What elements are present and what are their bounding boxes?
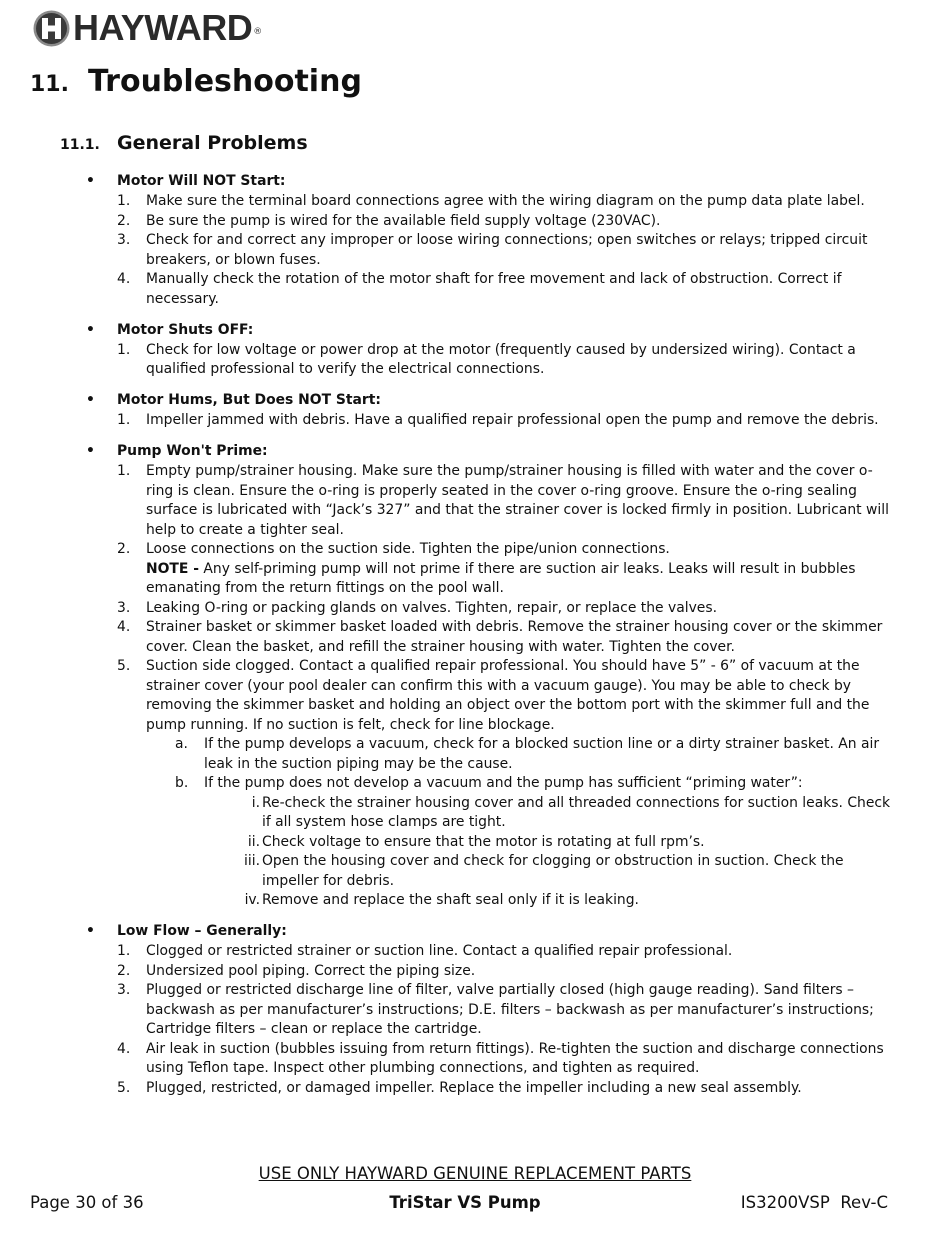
bullet-icon: • (86, 443, 95, 459)
problem-section (0, 442, 950, 911)
list-item-text: Air leak in suction (bubbles issuing from return fittings). Re-tighten the suction and discharge connections using Teflon tape. Inspect other plumbing connections, and tighten as required. (146, 1040, 884, 1076)
problem-heading-text: Pump Won't Prime: (117, 443, 268, 459)
page-title-number: 11. (30, 72, 69, 97)
problem-heading-text: Motor Shuts OFF: (117, 321, 254, 338)
list-item-number: 1. (117, 412, 131, 428)
list-item (0, 942, 950, 962)
problem-heading (0, 391, 950, 411)
sub-sub-list-item-text: Open the housing cover and check for clogging or obstruction in suction. Check the impeller for debris. (262, 853, 844, 889)
sub-sub-list-item-numeral: iv. (244, 892, 260, 908)
list-item-text: Check for low voltage or power drop at the motor (frequently caused by undersized wiring). Contact a qualified professional to verify the electrical connections. (146, 341, 856, 377)
sub-sub-list-item (0, 794, 950, 833)
sub-sub-list-item-text: Re-check the strainer housing cover and all threaded connections for suction leaks. Check if all system hose clamps are tight. (262, 794, 891, 830)
list-item (0, 270, 950, 309)
list-item (0, 231, 950, 270)
list-item-number: 5. (117, 658, 131, 674)
parts-notice: USE ONLY HAYWARD GENUINE REPLACEMENT PARTS (258, 1164, 692, 1183)
list-item (0, 599, 950, 619)
document-id: IS3200VSP Rev-C (740, 1193, 888, 1212)
registered-mark: ® (253, 27, 263, 37)
sub-sub-list-item-numeral: iii. (244, 853, 260, 869)
list-item-number: 3. (117, 232, 131, 248)
bullet-icon: • (86, 923, 95, 939)
problem-heading-text: Motor Will NOT Start: (117, 173, 286, 189)
sub-list-item-text: If the pump develops a vacuum, check for a blocked suction line or a dirty strainer basket. An air leak in the suction piping may be the cause. (204, 736, 880, 772)
page-title (30, 62, 362, 105)
hayward-logo-icon (33, 10, 70, 47)
list-item (0, 657, 950, 735)
list-item (0, 1079, 950, 1099)
product-name: TriStar VS Pump (389, 1193, 541, 1212)
hayward-logo (33, 8, 262, 48)
sub-sub-list-item-text: Check voltage to ensure that the motor is rotating at full rpm’s. (262, 833, 705, 850)
list-item-number: 1. (117, 943, 131, 959)
list-item-text: Check for and correct any improper or loose wiring connections; open switches or relays; tripped circuit breakers, or blown fuses. (146, 232, 868, 268)
note-label: NOTE - (146, 560, 199, 577)
list-item (0, 192, 950, 212)
list-item (0, 341, 950, 380)
list-item-number: 2. (117, 541, 131, 557)
problem-section (0, 321, 950, 380)
list-item-number: 5. (117, 1079, 131, 1096)
list-item-text: Plugged, restricted, or damaged impeller. Replace the impeller including a new seal assembly. (146, 1079, 802, 1096)
list-item (0, 462, 950, 540)
problem-heading (0, 922, 950, 942)
sub-list-item-letter: a. (175, 736, 188, 752)
list-item-text: Strainer basket or skimmer basket loaded with debris. Remove the strainer housing cover or the skimmer cover. Clean the basket, and refill the strainer housing with water. Tighten the cover. (146, 619, 883, 655)
list-item-text: Plugged or restricted discharge line of filter, valve partially closed (high gauge reading). Sand filters – backwash as per manufacturer’s instructions; D.E. filters – backwash as per manufacturer’s instructions; Cartridge filters – clean or replace the cartridge. (146, 982, 874, 1037)
sub-sub-list-item-numeral: ii. (247, 833, 260, 850)
problem-heading (0, 442, 950, 462)
bullet-icon: • (86, 321, 95, 338)
list-item-text: Loose connections on the suction side. Tighten the pipe/union connections. (146, 541, 670, 557)
problem-heading-text: Motor Hums, But Does NOT Start: (117, 392, 381, 408)
sub-sub-list-item-text: Remove and replace the shaft seal only if it is leaking. (262, 892, 639, 908)
problem-section (0, 172, 950, 309)
list-item-text: Impeller jammed with debris. Have a qualified repair professional open the pump and remove the debris. (146, 412, 879, 428)
list-item-text: Suction side clogged. Contact a qualified repair professional. You should have 5” - 6” of vacuum at the strainer cover (your pool dealer can confirm this with a vacuum gauge). You may be able to check by removing the skimmer basket and holding an object over the bottom port with the skimmer full and the pump running. If no suction is felt, check for line blockage. (146, 658, 870, 733)
note-text: Any self-priming pump will not prime if there are suction air leaks. Leaks will result in bubbles emanating from the return fittings on the pool wall. (146, 560, 856, 596)
list-item (0, 1040, 950, 1079)
problem-items (0, 192, 950, 309)
sub-list-item (0, 774, 950, 794)
list-item-text: Leaking O-ring or packing glands on valves. Tighten, repair, or replace the valves. (146, 599, 718, 616)
sub-list-item-letter: b. (175, 775, 189, 791)
sub-sub-list-item-numeral: i. (251, 794, 260, 811)
sub-list-item-text: If the pump does not develop a vacuum and the pump has sufficient “priming water”: (204, 775, 803, 791)
list-item (0, 981, 950, 1040)
section-title (60, 128, 308, 160)
list-item-number: 4. (117, 271, 131, 287)
list-item-text: Clogged or restricted strainer or suction line. Contact a qualified repair professional. (146, 943, 733, 959)
problem-section (0, 391, 950, 431)
list-item (0, 540, 950, 599)
problem-items (0, 462, 950, 911)
problem-section (0, 922, 950, 1098)
list-item-text: Empty pump/strainer housing. Make sure the pump/strainer housing is filled with water and the cover o-ring is clean. Ensure the o-ring is properly seated in the cover o-ring groove. Ensure the o-ring sealing surface is lubricated with “Jack’s 327” and that the strainer cover is locked firmly in position. Lubricant will help to create a tighter seal. (146, 463, 889, 538)
problem-items (0, 411, 950, 431)
list-item (0, 962, 950, 982)
problem-heading-text: Low Flow – Generally: (117, 923, 287, 939)
list-item-number: 2. (117, 962, 131, 979)
list-item-number: 1. (117, 463, 131, 479)
list-item (0, 411, 950, 431)
bullet-icon: • (86, 392, 95, 408)
list-item-number: 2. (117, 212, 131, 229)
page-number: Page 30 of 36 (30, 1193, 144, 1212)
list-item-text: Undersized pool piping. Correct the piping size. (146, 962, 476, 979)
sub-list-item (0, 735, 950, 774)
list-item-number: 4. (117, 1040, 131, 1057)
list-item-number: 3. (117, 599, 131, 616)
problem-heading (0, 172, 950, 192)
section-title-number: 11.1. (60, 137, 100, 153)
list-item (0, 618, 950, 657)
section-title-text: General Problems (117, 132, 308, 154)
list-item (0, 212, 950, 232)
troubleshooting-content (0, 172, 950, 1110)
problem-items (0, 942, 950, 1098)
list-item-number: 4. (117, 619, 131, 635)
problem-items (0, 341, 950, 380)
logo-text: HAYWARD (73, 7, 253, 48)
list-item-text: Manually check the rotation of the motor shaft for free movement and lack of obstruction. Correct if necessary. (146, 271, 842, 307)
list-item-text: Be sure the pump is wired for the available field supply voltage (230VAC). (146, 212, 661, 229)
bullet-icon: • (86, 173, 95, 189)
problem-heading (0, 321, 950, 341)
sub-sub-list-item (0, 891, 950, 911)
sub-sub-list-item (0, 852, 950, 891)
list-item-text: Make sure the terminal board connections agree with the wiring diagram on the pump data plate label. (146, 193, 865, 209)
page-title-text: Troubleshooting (88, 64, 362, 99)
list-item-number: 1. (117, 341, 131, 358)
sub-sub-list-item (0, 833, 950, 853)
list-item-number: 1. (117, 193, 131, 209)
list-item-number: 3. (117, 982, 131, 998)
